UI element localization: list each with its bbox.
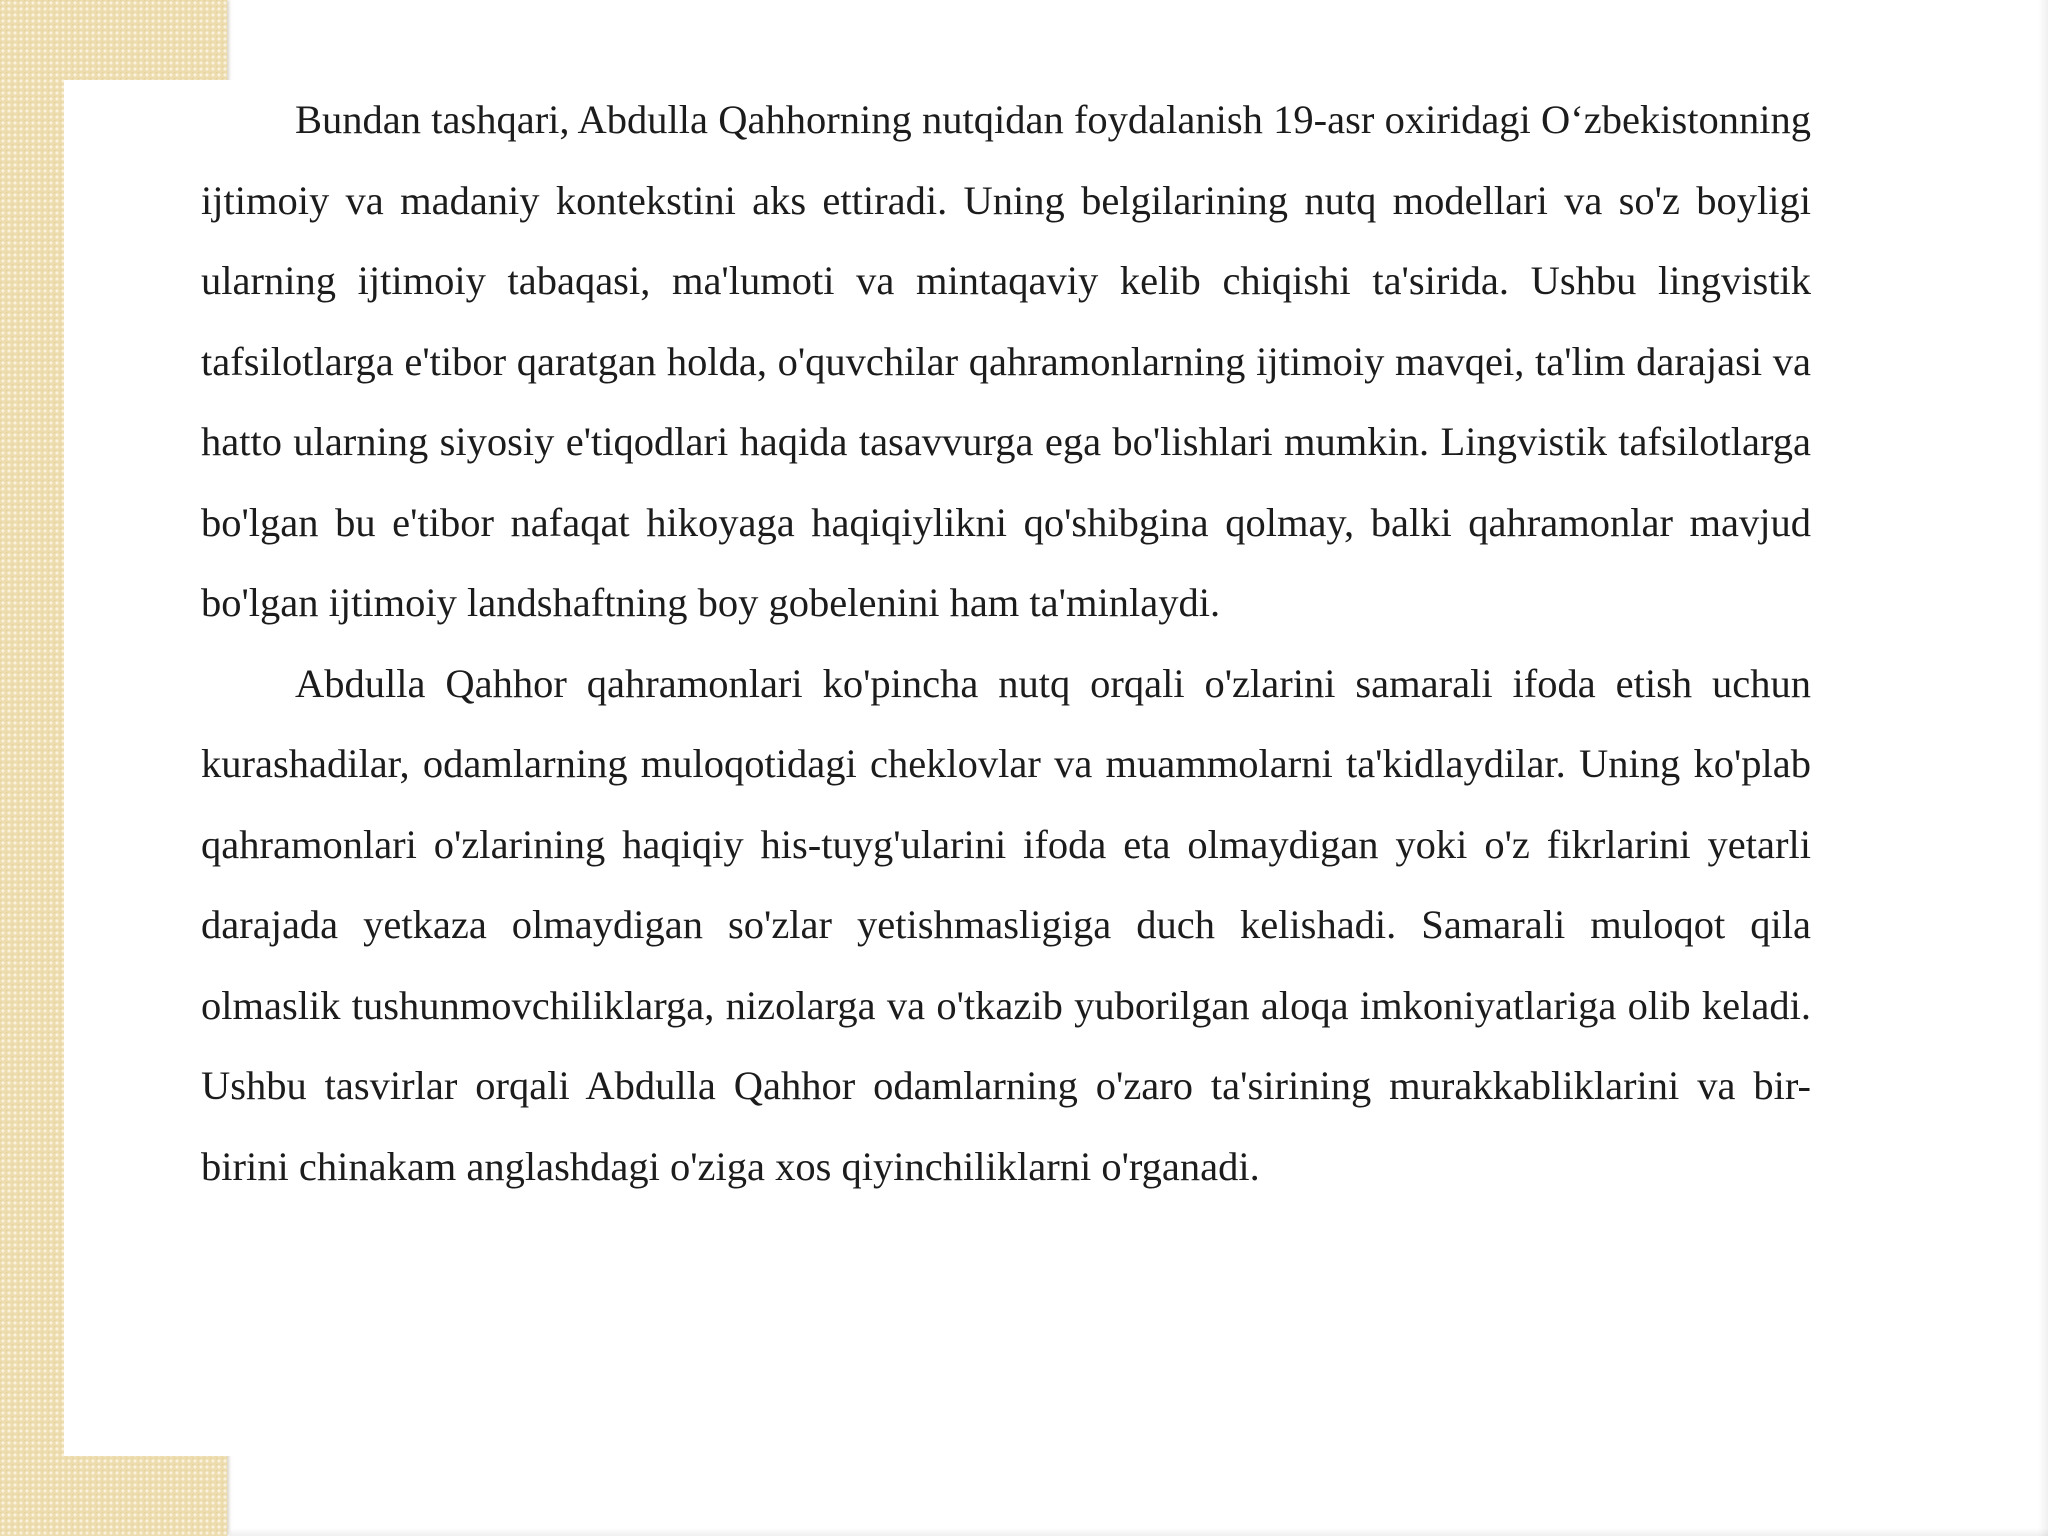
slide-edge-shadow — [2038, 0, 2048, 1536]
paragraph-1: Bundan tashqari, Abdulla Qahhorning nutqidan foydalanish 19-asr oxiridagi O‘zbekistonning ijtimoiy va madaniy kontekstini aks ettiradi. Uning belgilarining nutq modellari va so'z boyligi ularning ijtimoiy tabaqasi, ma'lumoti va mintaqaviy kelib chiqishi ta'sirida. Ushbu lingvistik tafsilotlarga e'tibor qaratgan holda, o'quvchilar qahramonlarning ijtimoiy mavqei, ta'lim darajasi va hatto ularning siyosiy e'tiqodlari haqida tasavvurga ega bo'lishlari mumkin. Lingvistik tafsilotlarga bo'lgan bu e'tibor nafaqat hikoyaga haqiqiylikni qo'shibgina qolmay, balki qahramonlar mavjud bo'lgan ijtimoiy landshaftning boy gobelenini ham ta'minlaydi. — [201, 97, 1811, 625]
paragraph-2: Abdulla Qahhor qahramonlari ko'pincha nutq orqali o'zlarini samarali ifoda etish uchun kurashadilar, odamlarning muloqotidagi cheklovlar va muammolarni ta'kidlaydilar. Uning ko'plab qahramonlari o'zlarining haqiqiy his-tuyg'ularini ifoda eta olmaydigan yoki o'z fikrlarini yetarli darajada yetkaza olmaydigan so'zlar yetishmasligiga duch kelishadi. Samarali muloqot qila olmaslik tushunmovchiliklarga, nizolarga va o'tkazib yuborilgan aloqa imkoniyatlariga olib keladi. Ushbu tasvirlar orqali Abdulla Qahhor odamlarning o'zaro ta'sirining murakkabliklarini va bir-birini chinakam anglashdagi o'ziga xos qiyinchiliklarni o'rganadi. — [201, 660, 1811, 1189]
body-text — [201, 80, 1811, 1207]
slide-bottom-shadow — [230, 1528, 2048, 1536]
